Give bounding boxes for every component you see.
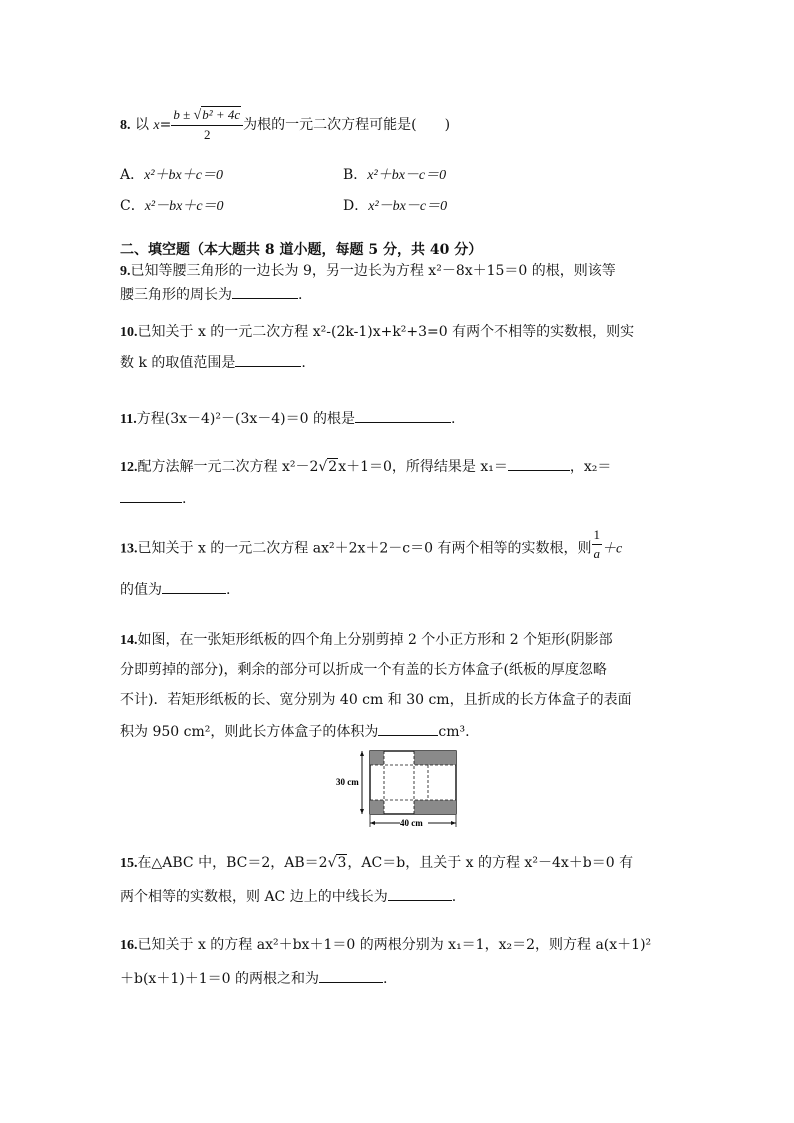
question-14-line3: 不计)．若矩形纸板的长、宽分别为 40 cm 和 30 cm，且折成的长方体盒子的表面 xyxy=(120,692,632,708)
question-12-line2: . xyxy=(120,488,186,509)
answer-blank[interactable] xyxy=(378,721,438,736)
answer-blank-x2[interactable] xyxy=(120,488,182,503)
question-14-line4: 积为 950 cm²，则此长方体盒子的体积为 cm³. xyxy=(120,721,470,742)
question-15: 15.在△ABC 中，BC＝2，AB＝2√3，AC＝b，且关于 x 的方程 x²－4x＋b＝0 有 xyxy=(120,855,634,871)
section-heading: 二、填空题（本大题共 8 道小题，每题 5 分，共 40 分） xyxy=(120,242,483,258)
height-label: 30 cm xyxy=(336,777,359,787)
answer-blank[interactable] xyxy=(232,284,298,299)
one-over-a-fraction: $\frac{1}{a}$ xyxy=(593,527,601,561)
box-net-figure xyxy=(330,745,470,833)
cut-square-bottom-left xyxy=(370,800,384,814)
question-9: 9.已知等腰三角形的一边长为 9，另一边长为方程 x²－8x＋15＝0 的根，则该等 xyxy=(120,263,616,279)
answer-blank-x1[interactable] xyxy=(508,456,570,471)
cut-rect-top-right xyxy=(414,751,456,765)
question-14: 14.如图，在一张矩形纸板的四个角上分别剪掉 2 个小正方形和 2 个矩形(阴影部 xyxy=(120,632,613,648)
option-b[interactable]: B．x²＋bx－c＝0 xyxy=(343,167,447,183)
answer-blank[interactable] xyxy=(162,579,226,594)
width-label: 40 cm xyxy=(400,818,423,828)
question-12: 12.配方法解一元二次方程 x²－2√2x＋1＝0，所得结果是 x₁＝ ，x₂＝ xyxy=(120,456,611,478)
question-16: 16.已知关于 x 的方程 ax²＋bx＋1＝0 的两根分别为 x₁＝1，x₂＝2，则方程 a(x＋1)² xyxy=(120,937,652,953)
option-c[interactable]: C．x²－bx＋c＝0 xyxy=(120,198,224,214)
question-15-line2: 两个相等的实数根，则 AC 边上的中线长为 . xyxy=(120,886,456,907)
question-9-line2: 腰三角形的周长为 . xyxy=(120,284,302,305)
cut-rect-bottom-right xyxy=(414,800,456,814)
option-d[interactable]: D．x²－bx－c＝0 xyxy=(343,198,448,214)
question-8: 8. 以 x= $\frac{\text{b ± √b² + 4c}}{2}$ 为根的一元二次方程可能是( ) xyxy=(120,107,451,142)
question-13: 13.已知关于 x 的一元二次方程 ax²＋2x＋2－c＝0 有两个相等的实数根，则 $\frac{1}{a}$ ＋c xyxy=(120,527,623,561)
question-10-line2: 数 k 的取值范围是 . xyxy=(120,352,306,373)
cut-square-top-left xyxy=(370,751,384,765)
question-number: 8. xyxy=(120,118,131,133)
root-formula-fraction: $\frac{\text{b ± √b² + 4c}}{2}$ xyxy=(171,106,243,144)
question-16-line2: ＋b(x＋1)＋1＝0 的两根之和为 . xyxy=(120,968,387,989)
question-13-line2: 的值为 . xyxy=(120,579,230,600)
option-a[interactable]: A．x²＋bx＋c＝0 xyxy=(120,167,223,183)
answer-blank[interactable] xyxy=(355,408,451,423)
answer-blank[interactable] xyxy=(235,352,301,367)
answer-blank[interactable] xyxy=(388,886,452,901)
answer-blank[interactable] xyxy=(319,968,383,983)
question-14-line2: 分即剪掉的部分)，剩余的部分可以折成一个有盖的长方体盒子(纸板的厚度忽略 xyxy=(120,662,607,678)
question-11: 11.方程(3x－4)²－(3x－4)＝0 的根是 . xyxy=(120,408,455,430)
question-10: 10.已知关于 x 的一元二次方程 x²-(2k-1)x+k²+3=0 有两个不相等的实数根，则实 xyxy=(120,324,635,340)
